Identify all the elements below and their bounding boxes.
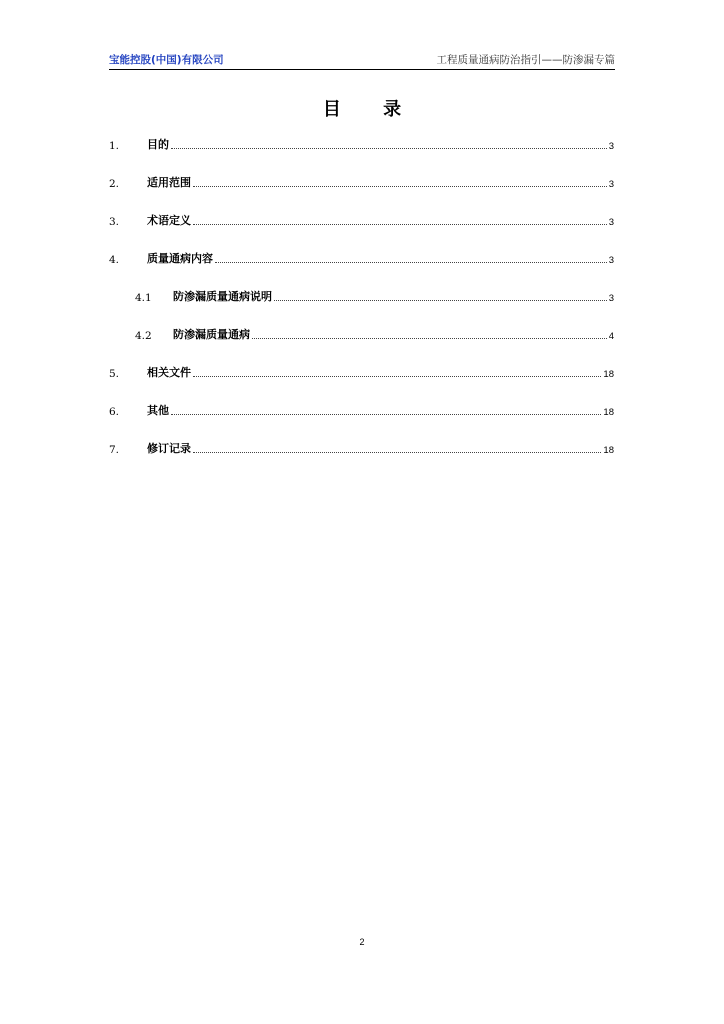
toc-entry-number: 6. bbox=[109, 406, 120, 418]
toc-dot-leader bbox=[193, 451, 601, 453]
header-document-title: 工程质量通病防治指引——防渗漏专篇 bbox=[436, 54, 615, 66]
toc-entry-number: 2. bbox=[109, 178, 120, 190]
toc-entry-label: 防渗漏质量通病 bbox=[173, 328, 250, 341]
toc-entry-page: 4 bbox=[608, 331, 614, 342]
toc-dot-leader bbox=[215, 261, 607, 263]
toc-entry-label: 质量通病内容 bbox=[147, 252, 213, 265]
toc-entry-number: 4. bbox=[109, 254, 120, 266]
toc-dot-leader bbox=[193, 375, 601, 377]
page-header bbox=[109, 51, 615, 70]
toc-dot-leader bbox=[171, 413, 601, 415]
toc-entry-page: 18 bbox=[603, 445, 614, 456]
toc-entry-number: 4.1 bbox=[135, 292, 152, 304]
toc-entry-2[interactable] bbox=[109, 174, 614, 190]
toc-entry-5[interactable] bbox=[109, 364, 614, 380]
toc-entry-label: 修订记录 bbox=[147, 442, 191, 455]
toc-dot-leader bbox=[252, 337, 607, 339]
toc-dot-leader bbox=[193, 223, 607, 225]
toc-entry-page: 18 bbox=[603, 407, 614, 418]
toc-entry-label: 其他 bbox=[147, 404, 169, 417]
toc-entry-4[interactable] bbox=[109, 250, 614, 266]
toc-entry-7[interactable] bbox=[109, 440, 614, 456]
toc-entry-page: 3 bbox=[608, 217, 614, 228]
toc-entry-number: 7. bbox=[109, 444, 120, 456]
toc-entry-label: 防渗漏质量通病说明 bbox=[173, 290, 272, 303]
page-number: 2 bbox=[359, 937, 365, 947]
toc-entry-number: 5. bbox=[109, 368, 120, 380]
toc-entry-3[interactable] bbox=[109, 212, 614, 228]
toc-entry-number: 4.2 bbox=[135, 330, 152, 342]
toc-entry-number: 3. bbox=[109, 216, 120, 228]
toc-dot-leader bbox=[193, 185, 607, 187]
toc-entry-label: 适用范围 bbox=[147, 176, 191, 189]
toc-entry-label: 术语定义 bbox=[147, 214, 191, 227]
toc-dot-leader bbox=[274, 299, 607, 301]
toc-heading: 目 录 bbox=[322, 99, 420, 120]
toc-entry-4-1[interactable] bbox=[135, 288, 614, 304]
toc-entry-label: 目的 bbox=[147, 138, 169, 151]
toc-entry-page: 3 bbox=[608, 293, 614, 304]
toc-entry-1[interactable] bbox=[109, 136, 614, 152]
toc-entry-label: 相关文件 bbox=[147, 366, 191, 379]
toc-entry-4-2[interactable] bbox=[135, 326, 614, 342]
toc-entry-page: 3 bbox=[608, 255, 614, 266]
toc-entry-page: 3 bbox=[608, 179, 614, 190]
header-company-name: 宝能控股(中国)有限公司 bbox=[109, 54, 224, 66]
toc-entry-number: 1. bbox=[109, 140, 120, 152]
toc-dot-leader bbox=[171, 147, 607, 149]
toc-entry-page: 3 bbox=[608, 141, 614, 152]
toc-entry-page: 18 bbox=[603, 369, 614, 380]
toc-entry-6[interactable] bbox=[109, 402, 614, 418]
